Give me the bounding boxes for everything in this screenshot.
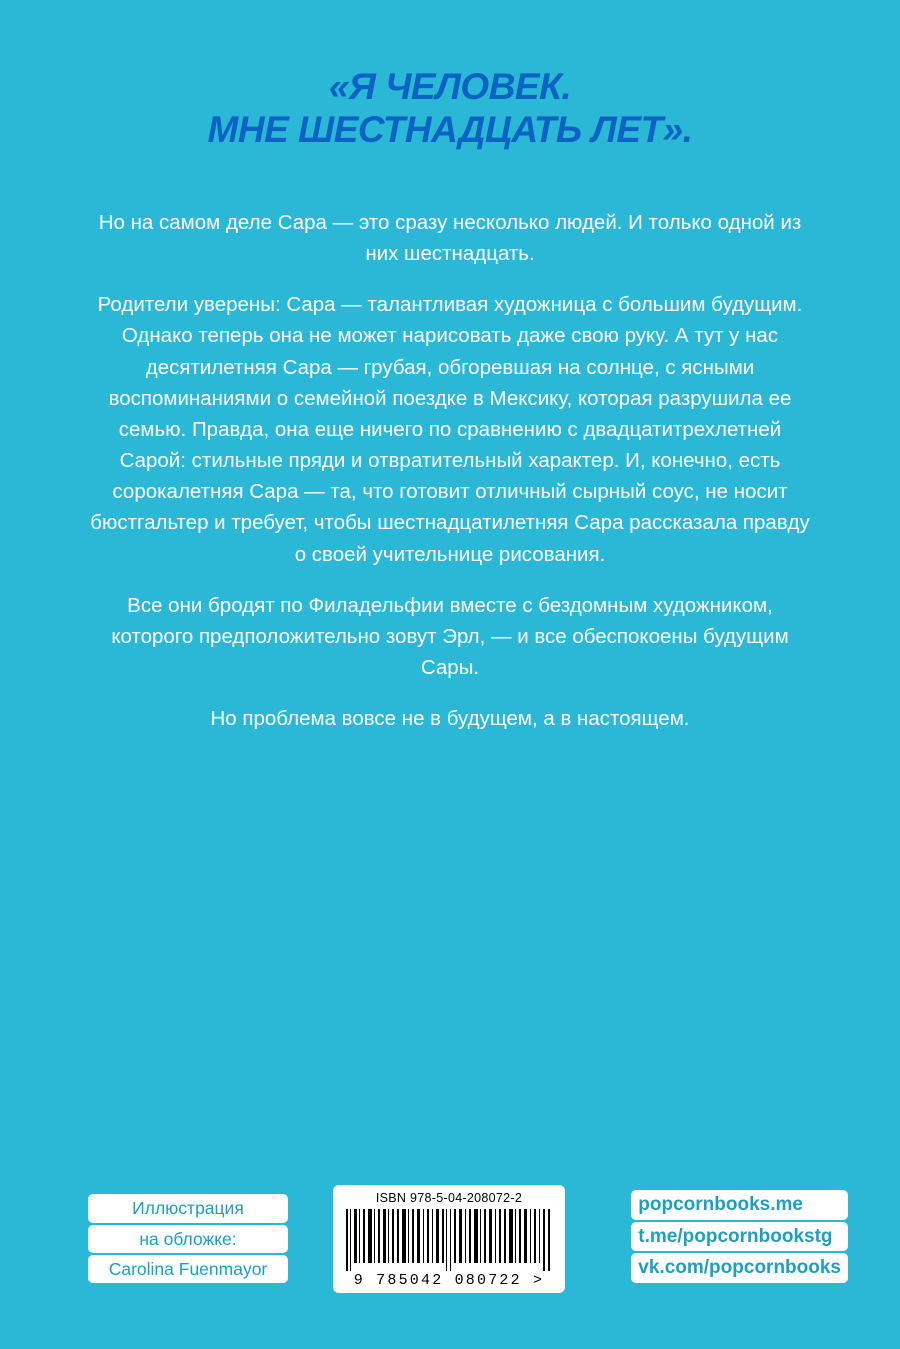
illustration-credit bbox=[88, 1192, 288, 1285]
headline-line-1: «Я ЧЕЛОВЕК. bbox=[328, 66, 572, 107]
blurb-paragraph: Но на самом деле Сара — это сразу несколько людей. И только одной из них шестнадцать. bbox=[98, 211, 802, 266]
credit-line-2: на обложке: bbox=[88, 1225, 288, 1253]
credit-artist-name: Carolina Fuenmayor bbox=[88, 1255, 288, 1283]
blurb-paragraph: Все они бродят по Филадельфии вместе с бездомным художником, которого предположительно зовут Эрл, — и все обеспокоены будущим Сары. bbox=[111, 593, 789, 680]
blurb-paragraph: Но проблема вовсе не в будущем, а в настоящем. bbox=[210, 707, 690, 731]
headline-quote bbox=[0, 66, 900, 152]
headline-line-2: МНЕ ШЕСТНАДЦАТЬ ЛЕТ». bbox=[207, 108, 693, 150]
isbn-text: ISBN 978-5-04-208072-2 bbox=[375, 1191, 523, 1205]
barcode-block bbox=[333, 1185, 565, 1293]
link-telegram[interactable]: t.me/popcornbookstg bbox=[631, 1222, 848, 1252]
publisher-links bbox=[631, 1188, 848, 1285]
link-website[interactable]: popcornbooks.me bbox=[631, 1190, 848, 1220]
cover-footer bbox=[0, 1173, 900, 1293]
blurb-text bbox=[85, 207, 815, 734]
credit-line-1: Иллюстрация bbox=[88, 1194, 288, 1222]
blurb-paragraph: Родители уверены: Сара — талантливая художница с большим будущим. Однако теперь она не может нарисовать даже свою руку. А тут у нас десятилетняя Сара — грубая, обгоревшая на солнце, с ясными воспоминаниями о семейной поездке в Мексику, которая разрушила ее семью. Правда, она еще ничего по сравнению с двадцатитрехлетней Сарой: стильные пряди и отвратительный характер. И, конечно, есть сорокалетняя Сара — та, что готовит отличный сырный соус, не носит бюстгальтер и требует, чтобы шестнадцатилетняя Сара рассказала правду о своей учительнице рисования. bbox=[90, 293, 810, 566]
link-vk[interactable]: vk.com/popcornbooks bbox=[631, 1253, 848, 1283]
barcode-digits: 9 785042 080722 > bbox=[353, 1272, 545, 1289]
barcode-icon bbox=[346, 1209, 552, 1271]
